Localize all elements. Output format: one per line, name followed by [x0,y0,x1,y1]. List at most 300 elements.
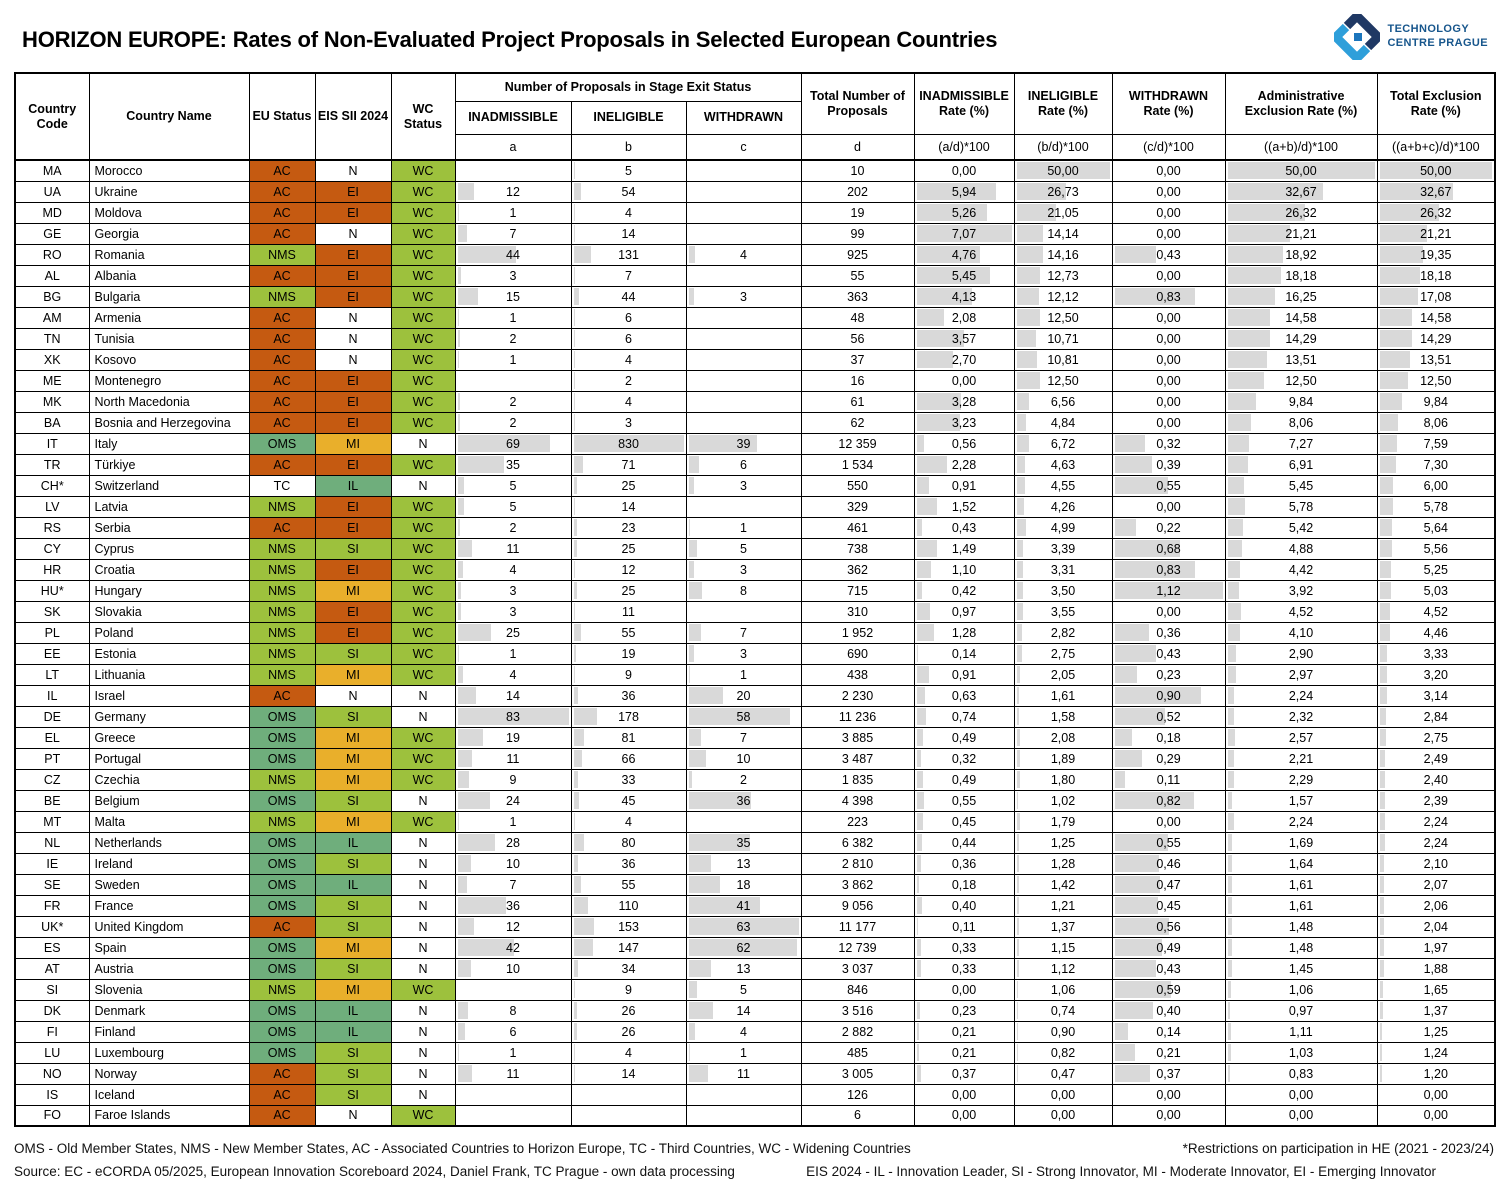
country-code-cell: ME [15,370,89,391]
admin-exclusion-rate-cell: 18,92 [1225,244,1377,265]
admin-exclusion-rate-cell: 4,10 [1225,622,1377,643]
data-bar [1228,393,1257,410]
total-proposals-cell: 48 [801,307,914,328]
country-name-cell: Montenegro [89,370,249,391]
withdrawn-count-cell [686,391,801,412]
data-bar [1380,414,1398,431]
eu-status-cell: AC [249,202,315,223]
data-bar [1017,834,1019,851]
total-exclusion-rate-cell: 5,78 [1377,496,1495,517]
admin-exclusion-rate-cell: 4,52 [1225,601,1377,622]
inadmissible-count-cell [455,979,571,1000]
withdrawn-rate-cell: 0,43 [1112,643,1225,664]
total-exclusion-rate-cell: 2,04 [1377,916,1495,937]
country-code-cell: FO [15,1105,89,1126]
ineligible-count-cell: 80 [571,832,686,853]
wc-status-cell: WC [391,286,455,307]
data-bar [458,519,461,536]
wc-status-cell: WC [391,769,455,790]
data-bar [1115,729,1132,746]
table-row [15,895,1495,916]
table-row [15,202,1495,223]
data-bar [917,855,922,872]
data-bar [917,1044,920,1061]
data-bar [574,729,585,746]
withdrawn-count-cell: 3 [686,643,801,664]
data-bar [458,435,550,452]
withdrawn-rate-cell: 0,00 [1112,181,1225,202]
withdrawn-rate-cell: 0,83 [1112,559,1225,580]
withdrawn-count-cell [686,265,801,286]
withdrawn-count-cell: 6 [686,454,801,475]
data-bar [917,666,929,683]
source-note: Source: EC - eCORDA 05/2025, European Innovation Scoreboard 2024, Daniel Frank, TC Prague - own data processing [14,1164,735,1179]
total-exclusion-rate-cell: 0,00 [1377,1084,1495,1105]
country-code-cell: RS [15,517,89,538]
table-row [15,727,1495,748]
header-country-code: Country Code [15,73,89,160]
admin-exclusion-rate-cell: 2,24 [1225,811,1377,832]
inadmissible-rate-cell: 3,23 [914,412,1014,433]
withdrawn-count-cell: 20 [686,685,801,706]
withdrawn-count-cell [686,370,801,391]
inadmissible-rate-cell: 0,14 [914,643,1014,664]
wc-status-cell: N [391,1063,455,1084]
data-bar [1115,750,1143,767]
withdrawn-rate-cell: 0,21 [1112,1042,1225,1063]
inadmissible-rate-cell: 1,28 [914,622,1014,643]
header-total-proposals: Total Number of Proposals [801,73,914,134]
table-row [15,916,1495,937]
inadmissible-count-cell: 7 [455,874,571,895]
data-bar [1017,855,1019,872]
table-row [15,979,1495,1000]
data-bar [574,1065,576,1082]
data-bar [1017,813,1020,830]
data-bar [917,519,923,536]
data-bar [1228,729,1235,746]
data-bar [1017,792,1019,809]
eis-status-cell: IL [315,475,391,496]
total-exclusion-rate-cell: 0,00 [1377,1105,1495,1126]
table-row [15,286,1495,307]
wc-status-cell: N [391,706,455,727]
tcp-logo-mark-icon [1334,14,1380,60]
eis-status-cell: EI [315,181,391,202]
header-wc-status: WC Status [391,73,455,160]
country-code-cell: BE [15,790,89,811]
inadmissible-count-cell: 5 [455,496,571,517]
data-bar [574,477,577,494]
withdrawn-rate-cell: 0,40 [1112,1000,1225,1021]
total-exclusion-rate-cell: 6,00 [1377,475,1495,496]
wc-status-cell: WC [391,391,455,412]
data-bar [917,813,923,830]
header-inadmissible: INADMISSIBLE [455,101,571,134]
country-name-cell: Latvia [89,496,249,517]
header-withdrawn-rate: WITHDRAWN Rate (%) [1112,73,1225,134]
eis-status-cell: MI [315,433,391,454]
technology-centre-prague-logo [1334,14,1488,60]
country-code-cell: EL [15,727,89,748]
inadmissible-count-cell: 1 [455,811,571,832]
inadmissible-rate-cell: 5,26 [914,202,1014,223]
admin-exclusion-rate-cell: 1,57 [1225,790,1377,811]
eu-status-cell: AC [249,412,315,433]
data-bar [917,939,921,956]
total-proposals-cell: 738 [801,538,914,559]
wc-status-cell: WC [391,517,455,538]
withdrawn-rate-cell: 0,36 [1112,622,1225,643]
wc-status-cell: N [391,853,455,874]
eu-status-cell: NMS [249,559,315,580]
data-bar [1228,330,1270,347]
formula-c: c [686,134,801,160]
data-bar [1017,687,1020,704]
ineligible-count-cell: 178 [571,706,686,727]
data-bar [689,456,699,473]
eis-status-cell: EI [315,601,391,622]
data-bar [458,603,462,620]
withdrawn-rate-cell: 0,59 [1112,979,1225,1000]
data-bar [574,267,575,284]
eu-status-cell: OMS [249,958,315,979]
inadmissible-rate-cell: 0,63 [914,685,1014,706]
total-exclusion-rate-cell: 2,10 [1377,853,1495,874]
total-proposals-cell: 55 [801,265,914,286]
total-exclusion-rate-cell: 1,65 [1377,979,1495,1000]
total-exclusion-rate-cell: 5,56 [1377,538,1495,559]
ineligible-count-cell: 147 [571,937,686,958]
formula-a: a [455,134,571,160]
country-name-cell: Austria [89,958,249,979]
total-exclusion-rate-cell: 3,33 [1377,643,1495,664]
total-proposals-cell: 2 882 [801,1021,914,1042]
eis-status-cell: EI [315,412,391,433]
inadmissible-count-cell: 69 [455,433,571,454]
total-proposals-cell: 550 [801,475,914,496]
eis-status-cell: MI [315,727,391,748]
admin-exclusion-rate-cell: 16,25 [1225,286,1377,307]
ineligible-count-cell: 45 [571,790,686,811]
wc-status-cell: N [391,832,455,853]
eu-status-cell: NMS [249,286,315,307]
ineligible-rate-cell: 4,26 [1014,496,1112,517]
withdrawn-rate-cell: 0,49 [1112,937,1225,958]
withdrawn-rate-cell: 0,00 [1112,811,1225,832]
inadmissible-rate-cell: 0,56 [914,433,1014,454]
inadmissible-count-cell: 83 [455,706,571,727]
eis-status-cell: MI [315,811,391,832]
inadmissible-rate-cell: 0,36 [914,853,1014,874]
country-name-cell: Cyprus [89,538,249,559]
data-bar [689,477,694,494]
data-bar [458,204,459,221]
ineligible-count-cell: 131 [571,244,686,265]
data-bar [689,960,712,977]
eu-status-cell: AC [249,223,315,244]
withdrawn-rate-cell: 0,00 [1112,1084,1225,1105]
table-row [15,937,1495,958]
ineligible-count-cell: 14 [571,496,686,517]
data-bar [1017,960,1019,977]
inadmissible-rate-cell: 7,07 [914,223,1014,244]
country-name-cell: Armenia [89,307,249,328]
withdrawn-rate-cell: 0,29 [1112,748,1225,769]
country-code-cell: IE [15,853,89,874]
data-bar [1017,1023,1019,1040]
inadmissible-rate-cell: 0,00 [914,1084,1014,1105]
ineligible-count-cell: 4 [571,1042,686,1063]
admin-exclusion-rate-cell: 1,61 [1225,874,1377,895]
country-name-cell: Belgium [89,790,249,811]
total-proposals-cell: 6 382 [801,832,914,853]
wc-status-cell: N [391,1021,455,1042]
data-bar [917,603,930,620]
ineligible-count-cell: 6 [571,328,686,349]
data-bar [574,351,575,368]
data-bar [1228,834,1233,851]
ineligible-rate-cell: 0,47 [1014,1063,1112,1084]
table-row [15,874,1495,895]
data-bar [1017,897,1019,914]
table-row [15,328,1495,349]
withdrawn-rate-cell: 0,00 [1112,265,1225,286]
admin-exclusion-rate-cell: 1,61 [1225,895,1377,916]
country-code-cell: AL [15,265,89,286]
header-eu-status: EU Status [249,73,315,160]
admin-exclusion-rate-cell: 4,88 [1225,538,1377,559]
data-bar [1380,435,1397,452]
withdrawn-count-cell: 36 [686,790,801,811]
country-code-cell: MK [15,391,89,412]
data-bar [458,540,473,557]
data-bar [574,750,583,767]
total-proposals-cell: 3 487 [801,748,914,769]
eis-status-cell: SI [315,853,391,874]
inadmissible-rate-cell: 0,00 [914,160,1014,181]
wc-status-cell: N [391,1084,455,1105]
data-bar [458,771,470,788]
inadmissible-count-cell: 3 [455,580,571,601]
data-bar [1115,1023,1129,1040]
data-bar [574,645,577,662]
data-bar [458,225,467,242]
total-exclusion-rate-cell: 5,03 [1377,580,1495,601]
country-code-cell: NO [15,1063,89,1084]
admin-exclusion-rate-cell: 1,48 [1225,937,1377,958]
eis-status-cell: EI [315,496,391,517]
data-bar [917,918,919,935]
ineligible-rate-cell: 12,50 [1014,370,1112,391]
withdrawn-rate-cell: 0,83 [1112,286,1225,307]
total-proposals-cell: 461 [801,517,914,538]
data-bar [917,582,923,599]
data-bar [1017,624,1022,641]
admin-exclusion-rate-cell: 1,69 [1225,832,1377,853]
eis-status-cell: MI [315,580,391,601]
total-exclusion-rate-cell: 7,59 [1377,433,1495,454]
data-bar [1380,477,1394,494]
data-bar [1228,582,1239,599]
data-bar [1380,1023,1383,1040]
eis-status-cell: SI [315,790,391,811]
country-name-cell: North Macedonia [89,391,249,412]
data-bar [458,792,490,809]
ineligible-count-cell: 25 [571,538,686,559]
ineligible-rate-cell: 10,71 [1014,328,1112,349]
wc-status-cell: N [391,895,455,916]
withdrawn-count-cell: 1 [686,1042,801,1063]
admin-exclusion-rate-cell: 1,45 [1225,958,1377,979]
total-exclusion-rate-cell: 5,25 [1377,559,1495,580]
inadmissible-rate-cell: 5,45 [914,265,1014,286]
total-proposals-cell: 310 [801,601,914,622]
inadmissible-rate-cell: 5,94 [914,181,1014,202]
table-row [15,412,1495,433]
admin-exclusion-rate-cell: 21,21 [1225,223,1377,244]
total-exclusion-rate-cell: 2,40 [1377,769,1495,790]
withdrawn-rate-cell: 0,55 [1112,475,1225,496]
eu-status-cell: OMS [249,706,315,727]
data-bar [1380,708,1386,725]
data-bar [917,792,924,809]
data-bar [689,771,693,788]
data-bar [917,1023,920,1040]
total-proposals-cell: 2 230 [801,685,914,706]
data-bar [1380,624,1390,641]
country-code-cell: PL [15,622,89,643]
withdrawn-rate-cell: 0,14 [1112,1021,1225,1042]
inadmissible-count-cell: 36 [455,895,571,916]
wc-status-cell: WC [391,538,455,559]
withdrawn-count-cell: 10 [686,748,801,769]
total-exclusion-rate-cell: 21,21 [1377,223,1495,244]
country-code-cell: EE [15,643,89,664]
data-bar [689,666,691,683]
inadmissible-count-cell: 7 [455,223,571,244]
data-bar [1380,582,1391,599]
inadmissible-count-cell: 12 [455,181,571,202]
total-exclusion-rate-cell: 2,06 [1377,895,1495,916]
admin-exclusion-rate-cell: 2,90 [1225,643,1377,664]
data-bar [1017,750,1021,767]
country-name-cell: Portugal [89,748,249,769]
inadmissible-count-cell [455,1084,571,1105]
total-exclusion-rate-cell: 1,37 [1377,1000,1495,1021]
eis-legend: EIS 2024 - IL - Innovation Leader, SI - Strong Innovator, MI - Moderate Innovator, EI - Emerging Innovator [806,1164,1436,1179]
country-code-cell: UA [15,181,89,202]
country-name-cell: Estonia [89,643,249,664]
inadmissible-count-cell: 4 [455,559,571,580]
table-row [15,223,1495,244]
data-bar [1380,792,1385,809]
ineligible-rate-cell: 1,58 [1014,706,1112,727]
withdrawn-rate-cell: 0,39 [1112,454,1225,475]
ineligible-rate-cell: 14,16 [1014,244,1112,265]
eu-status-cell: OMS [249,832,315,853]
data-bar [1017,309,1040,326]
data-bar [1017,498,1025,515]
withdrawn-rate-cell: 0,90 [1112,685,1225,706]
wc-status-cell: WC [391,748,455,769]
data-bar [574,456,583,473]
ineligible-rate-cell: 12,73 [1014,265,1112,286]
inadmissible-rate-cell: 0,74 [914,706,1014,727]
country-name-cell: Kosovo [89,349,249,370]
total-proposals-cell: 362 [801,559,914,580]
data-bar [917,435,925,452]
data-bar [1228,855,1233,872]
data-bar [458,645,459,662]
logo-line-1: TECHNOLOGY [1387,23,1470,36]
inadmissible-count-cell: 2 [455,412,571,433]
wc-status-cell: WC [391,265,455,286]
country-code-cell: TR [15,454,89,475]
ineligible-count-cell: 36 [571,685,686,706]
admin-exclusion-rate-cell: 5,42 [1225,517,1377,538]
data-bar [574,855,579,872]
withdrawn-count-cell: 35 [686,832,801,853]
ineligible-count-cell: 9 [571,979,686,1000]
tcp-logo-text [1387,23,1488,51]
admin-exclusion-rate-cell: 32,67 [1225,181,1377,202]
inadmissible-rate-cell: 4,76 [914,244,1014,265]
data-bar [1017,435,1029,452]
formula-admin-rate: ((a+b)/d)*100 [1225,134,1377,160]
formula-b: b [571,134,686,160]
data-bar [917,351,953,368]
data-bar [574,183,581,200]
data-bar [1017,288,1040,305]
data-bar [1228,414,1252,431]
data-bar [574,393,575,410]
withdrawn-count-cell [686,601,801,622]
eu-status-cell: OMS [249,853,315,874]
country-name-cell: Romania [89,244,249,265]
withdrawn-rate-cell: 0,00 [1112,601,1225,622]
inadmissible-count-cell: 1 [455,643,571,664]
country-code-cell: IT [15,433,89,454]
table-row [15,601,1495,622]
withdrawn-count-cell [686,1105,801,1126]
country-code-cell: LV [15,496,89,517]
wc-status-cell: WC [391,979,455,1000]
total-proposals-cell: 363 [801,286,914,307]
data-bar [574,1044,575,1061]
data-bar [1228,876,1233,893]
country-name-cell: Morocco [89,160,249,181]
admin-exclusion-rate-cell: 2,29 [1225,769,1377,790]
eis-status-cell: EI [315,286,391,307]
table-row [15,160,1495,181]
withdrawn-count-cell: 4 [686,1021,801,1042]
eis-status-cell: N [315,328,391,349]
header-ineligible: INELIGIBLE [571,101,686,134]
withdrawn-rate-cell: 0,82 [1112,790,1225,811]
eu-status-cell: AC [249,265,315,286]
wc-status-cell: N [391,475,455,496]
country-code-cell: SE [15,874,89,895]
withdrawn-count-cell: 7 [686,622,801,643]
total-exclusion-rate-cell: 1,25 [1377,1021,1495,1042]
withdrawn-rate-cell: 0,37 [1112,1063,1225,1084]
withdrawn-rate-cell: 0,00 [1112,328,1225,349]
withdrawn-rate-cell: 0,00 [1112,223,1225,244]
table-row [15,580,1495,601]
inadmissible-count-cell: 1 [455,307,571,328]
ineligible-rate-cell: 1,42 [1014,874,1112,895]
